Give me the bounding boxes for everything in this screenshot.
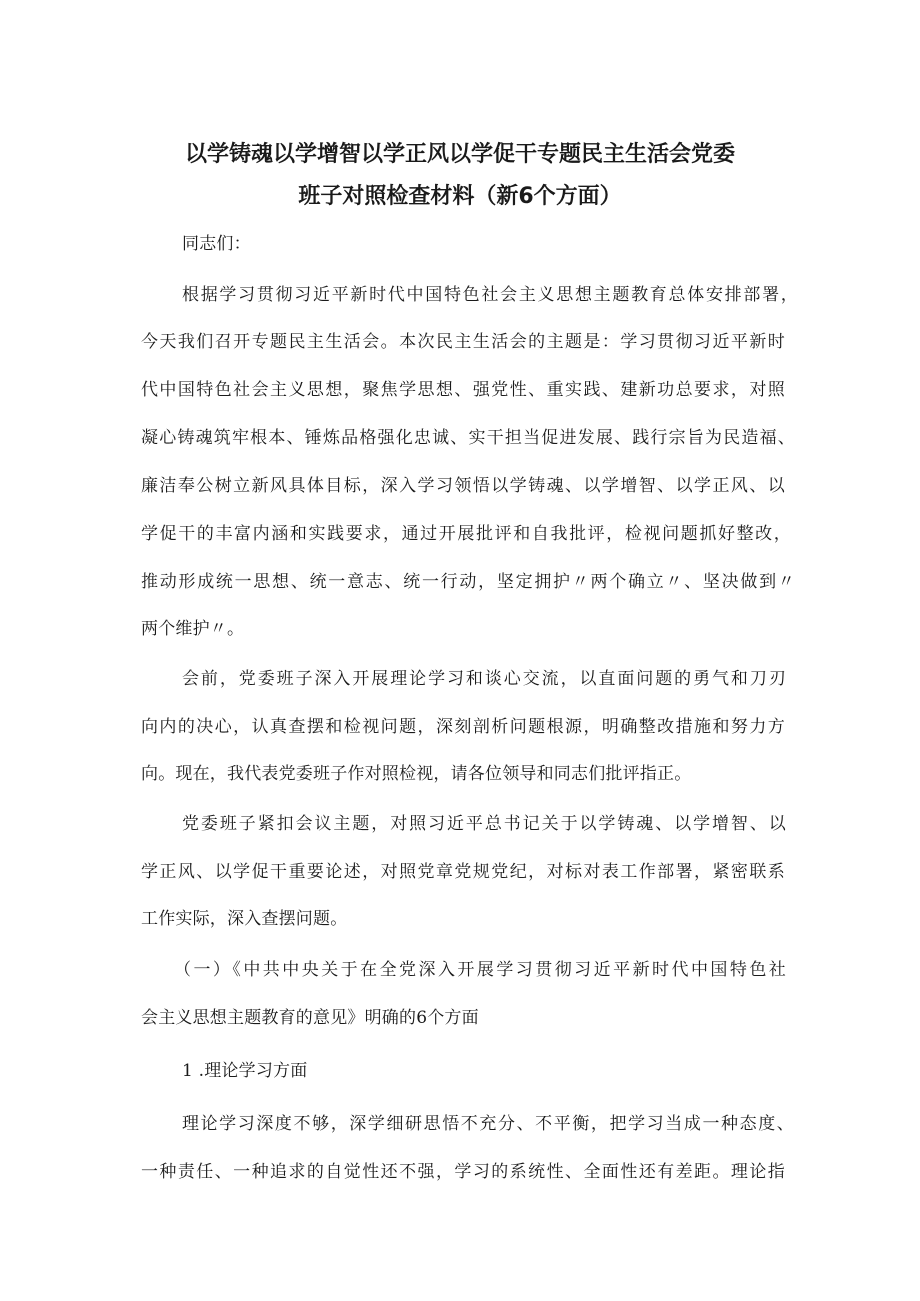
paragraph-1-line: 廉洁奉公树立新风具体目标，深入学习领悟以学铸魂、以学增智、以学正风、以 <box>141 476 785 496</box>
paragraph-1-line: 今天我们召开专题民主生活会。本次民主生活会的主题是：学习贯彻习近平新时 <box>141 332 785 352</box>
paragraph-2-line: 向。现在，我代表党委班子作对照检视，请各位领导和同志们批评指正。 <box>141 764 692 784</box>
section-heading-line: 会主义思想主题教育的意见》明确的6个方面 <box>141 1008 479 1028</box>
paragraph-1-line: 代中国特色社会主义思想，聚焦学思想、强党性、重实践、建新功总要求，对照 <box>141 380 785 400</box>
paragraph-2-line: 会前，党委班子深入开展理论学习和谈心交流，以直面问题的勇气和刀刃 <box>182 669 786 689</box>
paragraph-3-line: 学正风、以学促干重要论述，对照党章党规党纪，对标对表工作部署，紧密联系 <box>141 862 785 882</box>
paragraph-1-line: 凝心铸魂筑牢根本、锤炼品格强化忠诚、实干担当促进发展、践行宗旨为民造福、 <box>141 428 795 448</box>
paragraph-3-line: 党委班子紧扣会议主题，对照习近平总书记关于以学铸魂、以学增智、以 <box>182 814 786 834</box>
paragraph-1-line: 推动形成统一思想、统一意志、统一行动，坚定拥护〃两个确立〃、坚决做到〃 <box>141 572 795 592</box>
paragraph-2-line: 向内的决心，认真查摆和检视问题，深刻剖析问题根源，明确整改措施和努力方 <box>141 717 785 737</box>
paragraph-4-line: 一种责任、一种追求的自觉性还不强，学习的系统性、全面性还有差距。理论指 <box>141 1162 785 1182</box>
document-title-line-1: 以学铸魂以学增智以学正风以学促干专题民主生活会党委 <box>184 142 735 167</box>
paragraph-1-line: 学促干的丰富内涵和实践要求，通过开展批评和自我批评，检视问题抓好整改， <box>141 524 791 544</box>
paragraph-1-line: 根据学习贯彻习近平新时代中国特色社会主义思想主题教育总体安排部署， <box>182 285 798 305</box>
section-heading-line: （一）《中共中央关于在全党深入开展学习贯彻习近平新时代中国特色社 <box>174 960 786 980</box>
document-title-line-2: 班子对照检查材料（新6个方面） <box>298 184 622 209</box>
salutation: 同志们： <box>182 234 251 254</box>
paragraph-3-line: 工作实际，深入查摆问题。 <box>141 909 348 929</box>
paragraph-1-line: 两个维护〃。 <box>141 619 245 639</box>
subsection-heading: 1 .理论学习方面 <box>182 1061 308 1081</box>
paragraph-4-line: 理论学习深度不够，深学细研思悟不充分、不平衡，把学习当成一种态度、 <box>182 1114 794 1134</box>
